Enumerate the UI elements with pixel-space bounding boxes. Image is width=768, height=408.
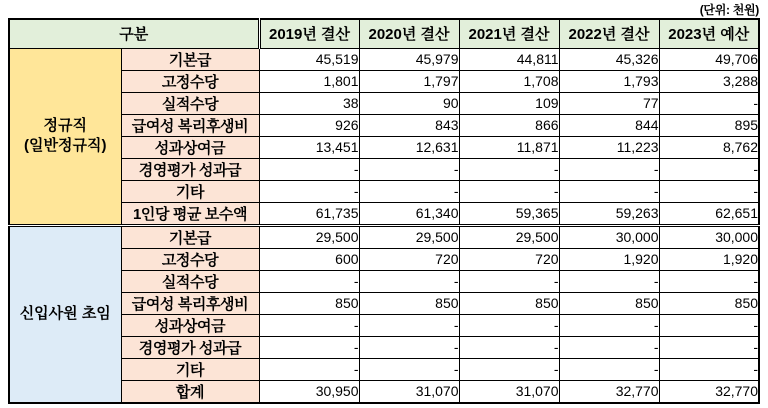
value-cell: 49,706 [659,48,759,70]
header-category: 구분 [9,19,259,48]
header-year-2023: 2023년 예산 [659,19,759,48]
value-cell: - [659,270,759,292]
value-cell: - [259,336,359,358]
value-cell: 1,920 [659,248,759,270]
value-cell: 12,631 [359,136,459,158]
value-cell: - [259,358,359,380]
value-cell: - [359,358,459,380]
value-cell: 31,070 [459,380,559,403]
table-row [9,48,759,70]
value-cell: - [559,336,659,358]
value-cell: - [359,314,459,336]
table-row [9,336,759,358]
value-cell: - [259,314,359,336]
value-cell: 844 [559,114,659,136]
value-cell: 109 [459,92,559,114]
value-cell: 59,263 [559,202,659,225]
value-cell: 720 [359,248,459,270]
value-cell: 44,811 [459,48,559,70]
value-cell: 61,340 [359,202,459,225]
value-cell: 30,950 [259,380,359,403]
value-cell: 13,451 [259,136,359,158]
value-cell: 30,000 [659,225,759,248]
value-cell: 895 [659,114,759,136]
value-cell: - [659,336,759,358]
group-name-line: (일반정규직) [24,137,107,154]
value-cell: - [659,92,759,114]
value-cell: 850 [659,292,759,314]
value-cell: - [359,180,459,202]
value-cell: 45,519 [259,48,359,70]
value-cell: - [459,314,559,336]
value-cell: 843 [359,114,459,136]
row-label-cell: 고정수당 [121,248,259,270]
row-label-cell: 실적수당 [121,270,259,292]
value-cell: 11,871 [459,136,559,158]
value-cell: - [559,158,659,180]
value-cell: 30,000 [559,225,659,248]
row-label-cell: 기본급 [121,48,259,70]
value-cell: - [459,158,559,180]
row-label-cell: 기타 [121,358,259,380]
row-label-cell: 고정수당 [121,70,259,92]
value-cell: 1,797 [359,70,459,92]
value-cell: - [359,336,459,358]
table-row [9,92,759,114]
value-cell: - [659,158,759,180]
value-cell: - [359,158,459,180]
value-cell: 600 [259,248,359,270]
value-cell: 62,651 [659,202,759,225]
group-cell [9,225,121,403]
value-cell: 850 [259,292,359,314]
row-label-cell: 성과상여금 [121,136,259,158]
value-cell: - [259,180,359,202]
value-cell: 29,500 [259,225,359,248]
value-cell: 866 [459,114,559,136]
value-cell: 1,920 [559,248,659,270]
row-label-cell: 1인당 평균 보수액 [121,202,259,225]
table-row [9,225,759,248]
value-cell: 8,762 [659,136,759,158]
table-row [9,202,759,225]
header-year-2021: 2021년 결산 [459,19,559,48]
group-cell [9,48,121,225]
row-label-cell: 기본급 [121,225,259,248]
pay-table [8,18,760,404]
value-cell: - [559,180,659,202]
value-cell: 32,770 [559,380,659,403]
value-cell: 45,979 [359,48,459,70]
value-cell: 850 [359,292,459,314]
row-label-cell: 급여성 복리후생비 [121,114,259,136]
value-cell: 850 [559,292,659,314]
value-cell: - [559,314,659,336]
pay-table-body [9,48,759,403]
header-year-2022: 2022년 결산 [559,19,659,48]
table-row [9,292,759,314]
group-name-line: 정규직 [43,116,87,134]
table-row [9,270,759,292]
value-cell: 45,326 [559,48,659,70]
value-cell: - [359,270,459,292]
header-row [9,19,759,48]
row-label-cell: 급여성 복리후생비 [121,292,259,314]
value-cell: - [459,336,559,358]
group-name-line: 신입사원 초임 [19,304,111,322]
table-row [9,180,759,202]
table-row [9,158,759,180]
table-row [9,248,759,270]
row-label-cell: 실적수당 [121,92,259,114]
value-cell: 31,070 [359,380,459,403]
value-cell: - [559,270,659,292]
value-cell: - [259,270,359,292]
value-cell: 90 [359,92,459,114]
value-cell: 32,770 [659,380,759,403]
value-cell: - [659,314,759,336]
row-label-cell: 합계 [121,380,259,403]
value-cell: 1,793 [559,70,659,92]
table-row [9,380,759,403]
header-year-2019: 2019년 결산 [259,19,359,48]
value-cell: 11,223 [559,136,659,158]
value-cell: 850 [459,292,559,314]
value-cell: - [459,358,559,380]
value-cell: - [259,158,359,180]
value-cell: 77 [559,92,659,114]
table-row [9,358,759,380]
value-cell: 3,288 [659,70,759,92]
table-row [9,114,759,136]
table-row [9,70,759,92]
value-cell: 29,500 [359,225,459,248]
value-cell: 1,708 [459,70,559,92]
row-label-cell: 기타 [121,180,259,202]
table-row [9,314,759,336]
unit-label: (단위: 천원) [699,3,759,17]
value-cell: 61,735 [259,202,359,225]
value-cell: - [659,180,759,202]
row-label-cell: 성과상여금 [121,314,259,336]
value-cell: - [459,270,559,292]
value-cell: - [559,358,659,380]
header-year-2020: 2020년 결산 [359,19,459,48]
value-cell: 926 [259,114,359,136]
row-label-cell: 경영평가 성과급 [121,158,259,180]
value-cell: - [659,358,759,380]
value-cell: 38 [259,92,359,114]
value-cell: 59,365 [459,202,559,225]
value-cell: 1,801 [259,70,359,92]
table-row [9,136,759,158]
row-label-cell: 경영평가 성과급 [121,336,259,358]
value-cell: 29,500 [459,225,559,248]
value-cell: 720 [459,248,559,270]
value-cell: - [459,180,559,202]
